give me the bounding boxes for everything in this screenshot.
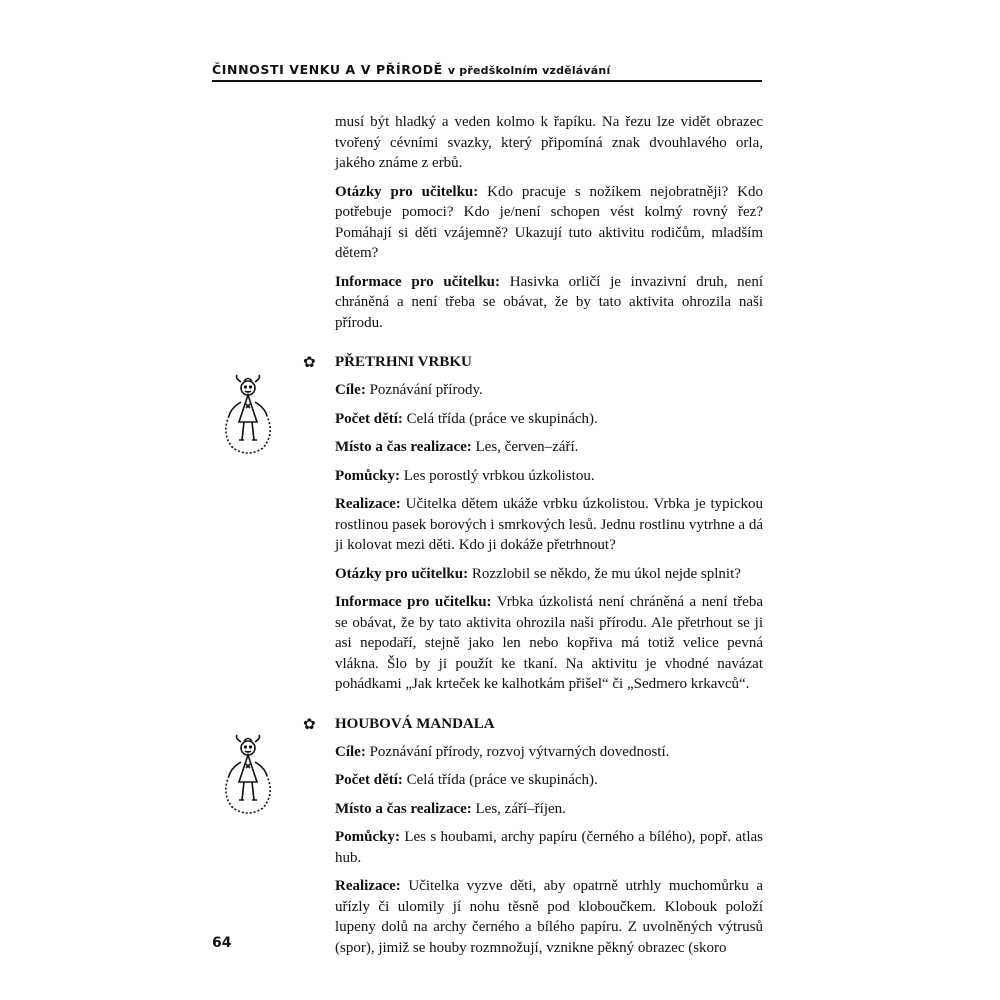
questions-row — [335, 564, 763, 585]
goals-row — [335, 742, 763, 763]
flower-bullet-icon: ✿ — [303, 714, 316, 733]
page-number: 64 — [212, 935, 232, 951]
activity-title-text: PŘETRHNI VRBKU — [335, 354, 472, 370]
realization-label: Realizace: — [335, 496, 401, 512]
aids-text: Les s houbami, archy papíru (černého a bílého), popř. atlas hub. — [335, 829, 763, 866]
child-jump-rope-illustration — [217, 374, 279, 456]
running-header — [212, 56, 762, 82]
place-time-row — [335, 799, 763, 820]
aids-row — [335, 466, 763, 487]
info-row — [335, 592, 763, 695]
place-time-text: Les, září–říjen. — [475, 800, 566, 817]
goals-label: Cíle: — [335, 743, 366, 760]
child-jump-rope-illustration — [217, 734, 279, 816]
header-subtitle: v předškolním vzdělávání — [447, 64, 611, 77]
realization-row — [335, 876, 763, 958]
questions-text: Rozzlobil se někdo, že mu úkol nejde splnit? — [471, 565, 741, 582]
header-title: ČINNOSTI VENKU A V PŘÍRODĚ — [212, 62, 443, 77]
goals-label: Cíle: — [335, 382, 366, 398]
place-time-label: Místo a čas realizace: — [335, 439, 472, 455]
aids-label: Pomůcky: — [335, 829, 400, 845]
activity-title — [303, 352, 763, 372]
goals-row — [335, 380, 763, 401]
aids-label: Pomůcky: — [335, 467, 400, 484]
activity-section-mandala — [303, 714, 763, 959]
place-time-row — [335, 437, 763, 458]
realization-label: Realizace: — [335, 878, 401, 894]
children-count-text: Celá třída (práce ve skupinách). — [406, 410, 598, 427]
info-label: Informace pro učitelku: — [335, 273, 501, 290]
activity-title-text: HOUBOVÁ MANDALA — [335, 715, 495, 732]
children-count-text: Celá třída (práce ve skupinách). — [406, 772, 598, 788]
info-label: Informace pro učitelku: — [335, 594, 492, 610]
children-count-label: Počet dětí: — [335, 772, 403, 788]
questions-text: Kdo pracuje s nožíkem nejobratněji? Kdo potřebuje pomoci? Kdo je/není schopen vést kolmý rovný řez? Pomáhají si děti vzájemně? Ukazují tuto aktivitu rodičům, mladším dětem? — [335, 183, 764, 261]
children-count-row — [335, 770, 763, 791]
intro-paragraph: musí být hladký a veden kolmo k řapíku. Na řezu lze vidět obrazec tvořený cévními svazky, který připomíná znak dvouhlavého orla, jakého známe z erbů. — [335, 114, 763, 171]
page-content — [303, 112, 764, 966]
questions-label: Otázky pro učitelku: — [335, 183, 479, 200]
questions-label: Otázky pro učitelku: — [335, 565, 469, 582]
children-count-label: Počet dětí: — [335, 410, 403, 427]
intro-info — [335, 272, 763, 334]
aids-row — [335, 827, 763, 868]
aids-text: Les porostlý vrbkou úzkolistou. — [403, 467, 595, 484]
intro-questions — [335, 182, 763, 264]
flower-bullet-icon: ✿ — [303, 353, 316, 371]
realization-text: Učitelka vyzve děti, aby opatrně utrhly muchomůrku a uřízly či ulomily jí nohu těsně pod kloboučkem. Klobouk položí lupeny dolů na archy černého a bílého papíru. Z uvolněných výtrusů (spor), jimiž se houby rozmnožují, vznikne pěkný obrazec (skoro — [335, 878, 763, 956]
activity-section-vrbka — [303, 352, 764, 695]
children-count-row — [335, 409, 763, 430]
goals-text: Poznávání přírody. — [369, 382, 483, 398]
realization-row — [335, 494, 763, 556]
info-text: Hasivka orličí je invazivní druh, není chráněná a není třeba se obávat, že by tato aktivita ohrozila naši přírodu. — [335, 273, 764, 331]
goals-text: Poznávání přírody, rozvoj výtvarných dovedností. — [369, 743, 670, 760]
info-text: Vrbka úzkolistá není chráněná a není třeba se obávat, že by tato aktivita ohrozila naši přírodu. Ale přetrhout se ji asi nepodaří, stejně jako len nebo kopřiva má totiž velice pevná vlákna. Šlo by ji použít ke tkaní. Na aktivitu je vhodné navázat pohádkami „Jak krteček ke kalhotkám přišel“ či „Sedmero krkavců“. — [335, 594, 764, 692]
activity-title — [303, 714, 763, 734]
place-time-text: Les, červen–září. — [475, 439, 579, 455]
realization-text: Učitelka dětem ukáže vrbku úzkolistou. Vrbka je typickou rostlinou pasek borových i smrkových lesů. Jednu rostlinu vytrhne a dá ji kolovat mezi děti. Kdo ji dokáže přetrhnout? — [335, 496, 764, 553]
place-time-label: Místo a čas realizace: — [335, 800, 472, 817]
